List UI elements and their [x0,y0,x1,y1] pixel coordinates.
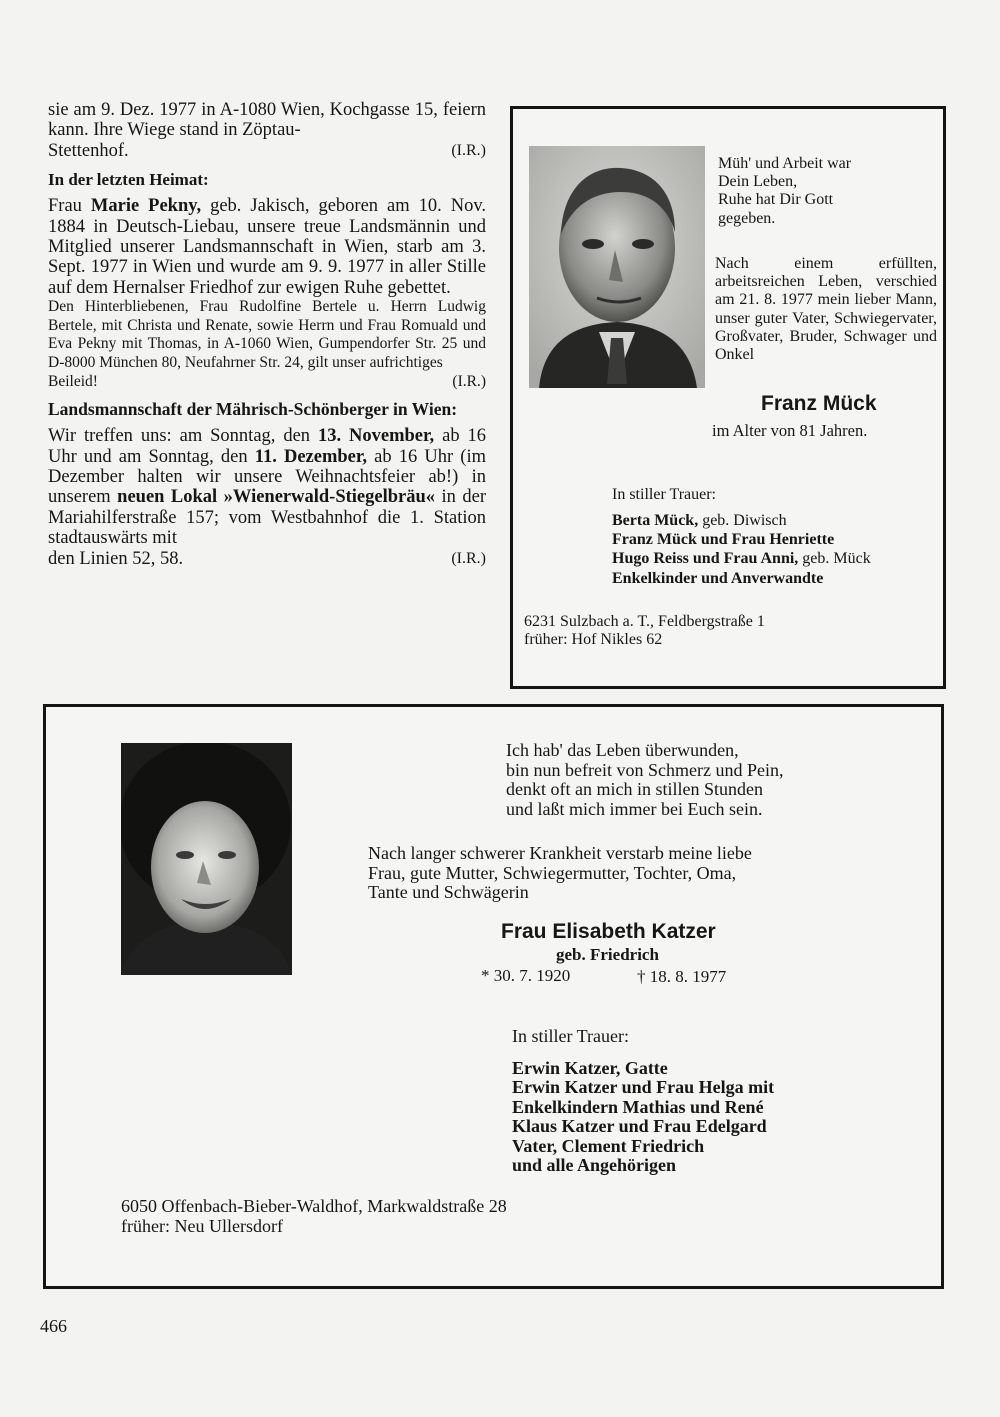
meeting-last-line: den Linien 52, 58. [48,548,184,569]
condolence-last: Beileid! [48,372,98,390]
katzer-born: * 30. 7. 1920 [481,966,571,985]
mourner-franz: Franz Mück und Frau Henriette [612,531,835,549]
mourner-berta: Berta Mück, [612,512,699,529]
pekny-text: geb. Jakisch, geboren am 10. Nov. 1884 in Deutsch-Liebau, unsere treue Landsmännin und Mitglied unserer Landsmannschaft in Wien, starb am 3. Sept. 1977 in Wien und wurde am 9. 9. 1977 in aller Stille auf dem Hernalser Friedhof zur ewigen Ruhe gebettet. [48,196,487,298]
meeting-venue: neuen Lokal »Wienerwald-Stiegelbräu« [117,487,436,508]
left-column [48,100,486,569]
page-number: 466 [40,1316,67,1336]
mueck-former-address: früher: Hof Nikles 62 [524,631,663,649]
katzer-former-address: früher: Neu Ullersdorf [121,1215,283,1236]
deceased-name-katzer: Frau Elisabeth Katzer [501,920,716,943]
katzer-mourning-label: In stiller Trauer: [512,1026,629,1046]
meeting-t4: in der Mariahilferstraße 157; vom Westbahnhof die 1. Station stadtauswärts mit [48,487,486,549]
portrait-photo-woman [121,743,292,975]
signature-ir-1: (I.R.) [451,141,486,159]
condolence-paragraph [48,298,486,391]
signature-ir-2: (I.R.) [452,372,486,390]
continuation-text: sie am 9. Dez. 1977 in A-1080 Wien, Kochgasse 15, feiern kann. Ihre Wiege stand in Zöptau- [48,100,486,141]
mueck-mourners [612,511,871,588]
mueck-poem-line-4: gegeben. [718,209,776,227]
katzer-announcement [368,844,752,903]
katzer-address-line: 6050 Offenbach-Bieber-Waldhof, Markwaldstraße 28 [121,1196,507,1216]
mourner-enkelkinder: Enkelkinder und Anverwandte [612,569,824,587]
condolence-text: Den Hinterbliebenen, Frau Rudolfine Bertele u. Herrn Ludwig Bertele, mit Christa und Renate, sowie Herrn und Frau Romuald und Eva Pekny mit Thomas, in A-1060 Wien, Gumpendorfer Str. 25 und D-8000 München 80, Neufahrner Str. 24, gilt unser aufrichtiges [48,298,486,372]
meeting-paragraph [48,426,486,569]
mueck-mourning-label: In stiller Trauer: [612,486,716,503]
katzer-poem-line-3: denkt oft an mich in stillen Stunden [506,779,763,800]
mueck-announcement: Nach einem erfüllten, arbeitsreichen Leben, verschied am 21. 8. 1977 mein lieber Mann, unser guter Vater, Schwiegervater, Großvater, Bruder, Schwager und Onkel [715,255,937,364]
mourner-hugo-rest: geb. Mück [798,550,871,568]
katzer-died: † 18. 8. 1977 [637,967,727,986]
mourner-erwin-gatte: Erwin Katzer, Gatte [512,1058,668,1078]
mourner-clement: Vater, Clement Friedrich [512,1135,705,1156]
katzer-poem [506,741,783,819]
heimat-heading: In der letzten Heimat: [48,170,209,190]
portrait-photo-man [529,146,705,388]
katzer-mourners [512,1059,774,1175]
meeting-t2: ab 16 Uhr und am Sonntag, den [48,426,486,467]
katzer-announcement-line-1: Nach langer schwerer Krankheit verstarb meine liebe [368,843,752,863]
continuation-paragraph [48,100,486,161]
pekny-lead: Frau [48,196,91,217]
katzer-poem-line-2: bin nun befreit von Schmerz und Pein, [506,759,784,780]
continuation-last-line: Stettenhof. [48,140,129,161]
mueck-age: im Alter von 81 Jahren. [712,421,868,440]
meeting-t1: Wir treffen uns: am Sonntag, den [48,426,318,447]
mueck-poem-line-3: Ruhe hat Dir Gott [718,191,834,209]
pekny-name: Marie Pekny, [90,196,202,217]
mourner-berta-rest: geb. Diwisch [698,512,787,529]
mourner-erwin-helga: Erwin Katzer und Frau Helga mit [512,1077,775,1098]
mourner-klaus: Klaus Katzer und Frau Edelgard [512,1116,767,1137]
mueck-address-line: 6231 Sulzbach a. T., Feldbergstraße 1 [524,613,765,630]
landsmannschaft-heading: Landsmannschaft der Mährisch-Schönberger in Wien: [48,399,458,420]
meeting-date-2: 11. Dezember, [254,446,368,467]
obituary-elisabeth-katzer [43,704,944,1289]
mueck-address [524,613,765,649]
obituary-franz-mueck [510,106,946,689]
meeting-date-1: 13. November, [317,426,435,447]
katzer-announcement-line-3: Tante und Schwägerin [368,882,529,902]
signature-ir-3: (I.R.) [451,549,486,567]
mourner-angehoerige: und alle Angehörigen [512,1155,677,1176]
katzer-poem-line-1: Ich hab' das Leben überwunden, [506,740,739,760]
mourner-enkelkinder-katzer: Enkelkindern Mathias und René [512,1096,764,1117]
meeting-t3: ab 16 Uhr (im Dezember halten wir unsere Weihnachtsfeier ab!) in unserem [48,446,486,508]
pekny-paragraph [48,196,486,298]
katzer-announcement-line-2: Frau, gute Mutter, Schwiegermutter, Tochter, Oma, [368,862,737,883]
mourner-hugo: Hugo Reiss und Frau Anni, [612,550,799,568]
mueck-poem-line-1: Müh' und Arbeit war [718,155,852,172]
katzer-poem-line-4: und laßt mich immer bei Euch sein. [506,798,763,819]
mueck-poem [718,155,938,228]
deceased-name-mueck: Franz Mück [761,392,877,415]
katzer-address [121,1197,507,1236]
katzer-maiden-name: geb. Friedrich [556,945,659,964]
mueck-poem-line-2: Dein Leben, [718,173,798,191]
